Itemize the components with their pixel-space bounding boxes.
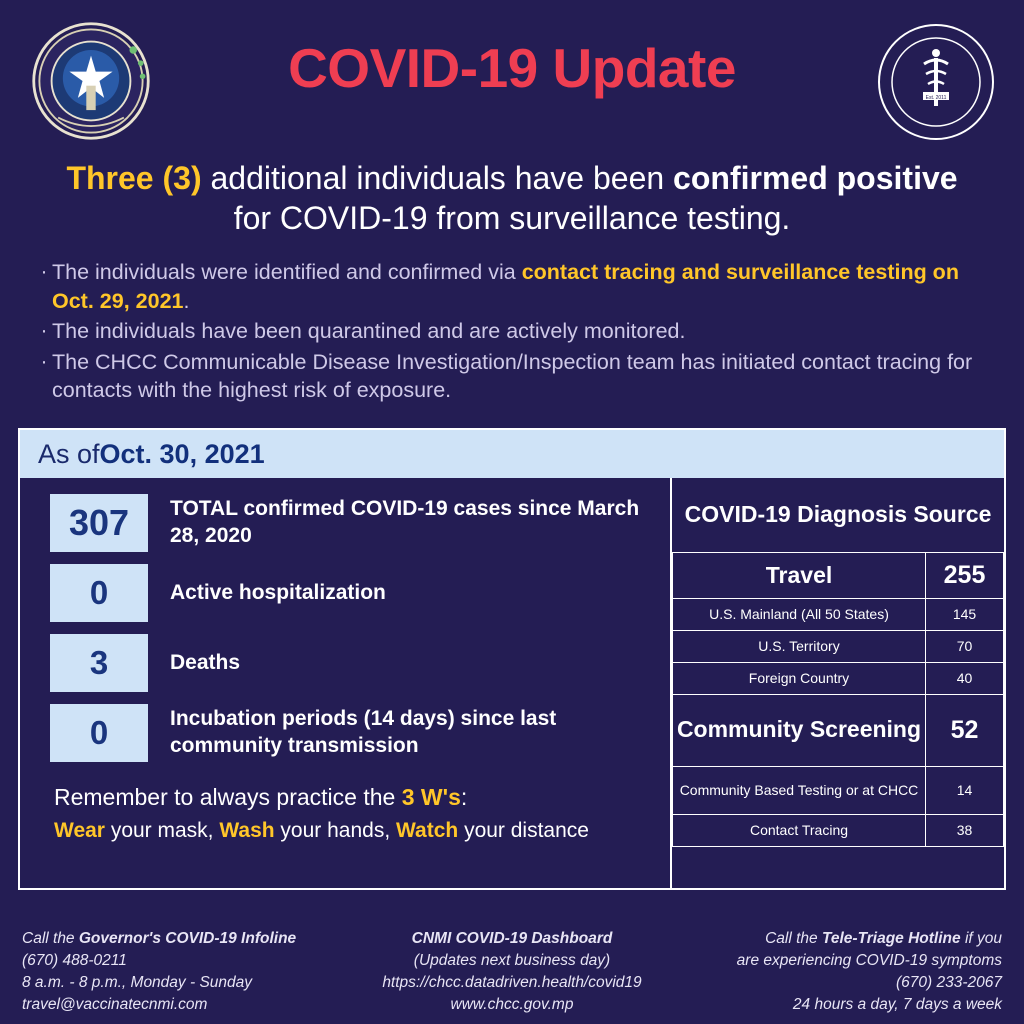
bullet-pre: The individuals were identified and confirmed via: [52, 260, 522, 284]
footer: [0, 928, 1024, 1016]
headline: [60, 158, 964, 238]
stat-deaths: [50, 634, 660, 692]
stat-label: Deaths: [170, 650, 241, 674]
remember-post: :: [460, 784, 468, 810]
footer-mid-title: CNMI COVID-19 Dashboard: [411, 930, 613, 947]
footer-right-line1: [698, 928, 1002, 950]
footer-mid-note: (Updates next business day): [413, 952, 611, 969]
bullet-dot-icon: ·: [40, 349, 48, 373]
remember-bold: 3 W's: [401, 784, 461, 810]
footer-tele-triage: [684, 928, 1024, 1016]
svg-text:Est. 2011: Est. 2011: [925, 95, 947, 101]
as-of-prefix: As of: [38, 438, 100, 469]
stat-value: 0: [50, 704, 148, 762]
footer-left-line1: [22, 928, 326, 950]
table-row: [673, 552, 1004, 598]
headline-part2: additional individuals have been: [201, 160, 674, 196]
diagnosis-table: [672, 478, 1004, 847]
bullet-text: The individuals have been quarantined and are actively monitored.: [52, 319, 686, 344]
headline-confirmed: confirmed positive: [673, 160, 958, 196]
w-wear: Wear: [54, 818, 105, 842]
table-row: [673, 662, 1004, 694]
footer-right-hours: 24 hours a day, 7 days a week: [792, 996, 1002, 1013]
panel-body: [20, 478, 1004, 888]
sub-value: 14: [926, 766, 1004, 814]
footer-left-hours: 8 a.m. - 8 p.m., Monday - Sunday: [22, 974, 253, 991]
table-row: [673, 478, 1004, 552]
footer-mid-site[interactable]: www.chcc.gov.mp: [450, 996, 574, 1013]
footer-dashboard: [340, 928, 684, 1016]
sub-label: Foreign Country: [673, 662, 926, 694]
list-item: [36, 317, 992, 346]
sub-label: Contact Tracing: [673, 814, 926, 846]
sub-label: Community Based Testing or at CHCC: [673, 766, 926, 814]
w-wash: Wash: [219, 818, 275, 842]
sub-label: U.S. Mainland (All 50 States): [673, 598, 926, 630]
list-item: [36, 348, 992, 405]
w-wear-rest: your mask,: [104, 818, 220, 842]
table-row: [673, 598, 1004, 630]
remember-3ws: [50, 780, 660, 846]
diagnosis-title: COVID-19 Diagnosis Source: [673, 478, 1004, 552]
bullet-text: The CHCC Communicable Disease Investigation/Inspection team has initiated contact tracing for contacts with the highest risk of exposure.: [52, 349, 973, 403]
remember-line: [54, 780, 660, 815]
footer-left-pre: Call the: [22, 930, 79, 947]
footer-left-phone: (670) 488-0211: [22, 952, 127, 969]
footer-right-bold: Tele-Triage Hotline: [821, 930, 961, 947]
category-value: 52: [926, 694, 1004, 766]
chcc-seal-icon: [876, 22, 996, 142]
as-of-date: Oct. 30, 2021: [99, 438, 265, 469]
w-watch-rest: your distance: [458, 818, 589, 842]
headline-count: Three (3): [66, 160, 202, 196]
key-stats: [20, 478, 670, 888]
footer-right-line2: are experiencing COVID-19 symptoms: [736, 952, 1002, 969]
sub-value: 38: [926, 814, 1004, 846]
bullet-dot-icon: ·: [40, 319, 48, 343]
sub-value: 70: [926, 630, 1004, 662]
table-row: [673, 766, 1004, 814]
category-label: Community Screening: [673, 694, 926, 766]
bullet-post: .: [183, 288, 190, 313]
stats-panel: [18, 428, 1006, 890]
footer-right-phone: (670) 233-2067: [896, 974, 1002, 991]
stat-incubation-periods: [50, 704, 660, 762]
footer-mid-url[interactable]: https://chcc.datadriven.health/covid19: [382, 974, 642, 991]
bullet-dot-icon: ·: [40, 260, 48, 283]
bullet-list: [36, 258, 992, 405]
footer-left-bold: Governor's COVID-19 Infoline: [78, 930, 297, 947]
footer-right-pre: Call the: [765, 930, 822, 947]
bullet-bold: contact tracing and surveillance testing on Oct. 29, 2021: [52, 260, 959, 313]
stat-value: 3: [50, 634, 148, 692]
stat-label: Incubation periods (14 days) since last community transmission: [170, 707, 557, 757]
category-label: Travel: [673, 552, 926, 598]
three-ws-line: [54, 815, 660, 847]
stat-active-hospitalization: [50, 564, 660, 622]
stat-total-cases: [50, 494, 660, 552]
as-of-header: [20, 430, 1004, 478]
category-value: 255: [926, 552, 1004, 598]
footer-right-post: if you: [960, 930, 1002, 947]
stat-label: TOTAL confirmed COVID-19 cases since March 28, 2020: [170, 497, 640, 547]
page-title: COVID-19 Update: [288, 37, 736, 99]
w-wash-rest: your hands,: [274, 818, 396, 842]
sub-value: 40: [926, 662, 1004, 694]
list-item: [36, 258, 992, 315]
header: [0, 0, 1024, 150]
headline-part4: for COVID-19 from surveillance testing.: [233, 200, 791, 236]
remember-pre: Remember to always practice the: [54, 784, 402, 810]
bullet-text: [52, 258, 992, 315]
w-watch: Watch: [396, 818, 459, 842]
sub-label: U.S. Territory: [673, 630, 926, 662]
stat-label: Active hospitalization: [170, 580, 386, 604]
table-row: [673, 694, 1004, 766]
table-row: [673, 630, 1004, 662]
table-row: [673, 814, 1004, 846]
diagnosis-source-table: [670, 478, 1004, 888]
stat-value: 0: [50, 564, 148, 622]
footer-infoline: [0, 928, 340, 1016]
footer-left-email[interactable]: travel@vaccinatecnmi.com: [22, 996, 208, 1013]
sub-value: 145: [926, 598, 1004, 630]
stat-value: 307: [50, 494, 148, 552]
